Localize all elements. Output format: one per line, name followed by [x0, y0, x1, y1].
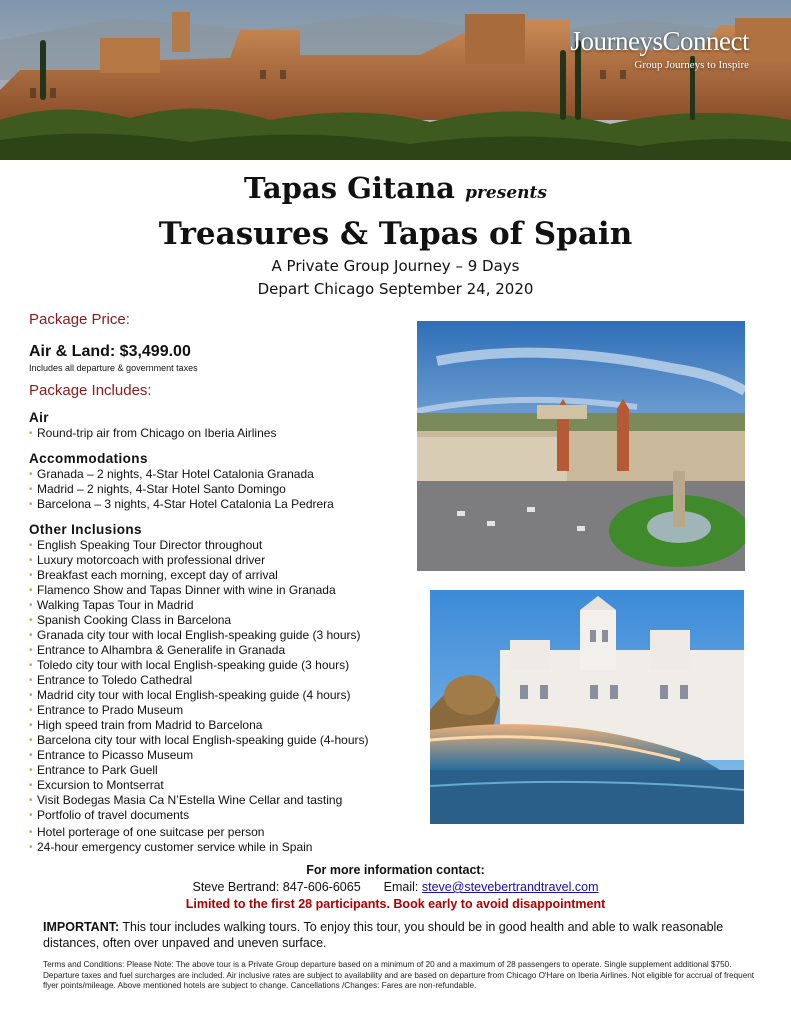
contact-name-phone: Steve Bertrand: 847-606-6065: [192, 880, 361, 894]
list-item: • Barcelona – 3 nights, 4-Star Hotel Catalonia La Pedrera: [29, 497, 409, 512]
header-banner: [0, 0, 791, 160]
air-heading: Air: [29, 410, 49, 425]
important-text: This tour includes walking tours. To enjoy this tour, you should be in good health and able to walk reasonable distances, often over unpaved and uneven surface.: [43, 920, 724, 950]
list-item: • Flamenco Show and Tapas Dinner with wine in Granada: [29, 583, 409, 598]
includes-heading: Package Includes:: [29, 382, 152, 399]
air-list: [29, 426, 409, 441]
company-name: Tapas Gitana: [244, 171, 455, 205]
important-label: IMPORTANT:: [43, 920, 120, 934]
company-title: [0, 168, 791, 213]
price-heading: Package Price:: [29, 311, 130, 328]
list-item: • Hotel porterage of one suitcase per person: [29, 825, 409, 840]
brand-name: JourneysConnect: [570, 26, 749, 56]
price-line: Air & Land: $3,499.00: [29, 343, 191, 360]
departure-line: Depart Chicago September 24, 2020: [257, 280, 534, 298]
email-link[interactable]: steve@stevebertrandtravel.com: [421, 880, 599, 894]
list-item: • Walking Tapas Tour in Madrid: [29, 598, 409, 613]
list-item: • 24-hour emergency customer service while in Spain: [29, 840, 409, 855]
package-details: [29, 310, 409, 855]
list-item: • Entrance to Park Guell: [29, 763, 409, 778]
list-item: • Entrance to Toledo Cathedral: [29, 673, 409, 688]
contact-heading: For more information contact:: [306, 863, 485, 877]
other-inclusions-heading: Other Inclusions: [29, 522, 142, 537]
list-item: • Madrid – 2 nights, 4-Star Hotel Santo Domingo: [29, 482, 409, 497]
title-block: [0, 168, 791, 301]
tour-subtitle: A Private Group Journey – 9 Days: [271, 257, 520, 275]
brand-logo: [571, 26, 749, 71]
list-item: • Barcelona city tour with local English-speaking guide (4-hours): [29, 733, 409, 748]
presents-text: presents: [465, 183, 547, 203]
list-item: • Entrance to Alhambra & Generalife in Granada: [29, 643, 409, 658]
list-item: • Excursion to Montserrat: [29, 778, 409, 793]
list-item: • Spanish Cooking Class in Barcelona: [29, 613, 409, 628]
limited-notice: Limited to the first 28 participants. Book early to avoid disappointment: [185, 897, 606, 911]
list-item: • Madrid city tour with local English-speaking guide (4 hours): [29, 688, 409, 703]
list-item: • English Speaking Tour Director throughout: [29, 538, 409, 553]
other-inclusions-list: [29, 538, 409, 855]
price-note: Includes all departure & government taxes: [29, 363, 198, 373]
list-item: • Luxury motorcoach with professional driver: [29, 553, 409, 568]
barcelona-photo: [417, 321, 745, 571]
list-item: • Round-trip air from Chicago on Iberia Airlines: [29, 426, 409, 441]
brand-tagline: Group Journeys to Inspire: [634, 59, 749, 71]
important-notice: [43, 919, 763, 951]
terms-and-conditions: Terms and Conditions: Please Note: The above tour is a Private Group departure based on a minimum of 20 and a maximum of 28 passengers to operate. Single supplement additional $750. Departure taxes and fuel surcharges are included. Air inclusive rates are subject to availability and are based on departure from Chicago O'Hare on Iberia Airlines. Not eligible for accrual of frequent flyer points/mileage. Above mentioned hotels are subject to change. Cancellations /Changes: Fares are non-refundable.: [43, 960, 755, 990]
list-item: • Granada – 2 nights, 4-Star Hotel Catalonia Granada: [29, 467, 409, 482]
alhambra-banner-image: [0, 0, 791, 160]
list-item: • Visit Bodegas Masia Ca N’Estella Wine Cellar and tasting: [29, 793, 409, 808]
list-item: • Entrance to Prado Museum: [29, 703, 409, 718]
list-item: • High speed train from Madrid to Barcelona: [29, 718, 409, 733]
email-label: Email:: [383, 880, 419, 894]
contact-line: [0, 879, 791, 896]
madrid-photo: [430, 590, 744, 824]
tour-name: Treasures & Tapas of Spain: [158, 216, 633, 252]
list-item: • Portfolio of travel documents: [29, 808, 409, 823]
accommodations-heading: Accommodations: [29, 451, 148, 466]
contact-block: [0, 862, 791, 913]
accommodations-list: [29, 467, 409, 512]
list-item: • Breakfast each morning, except day of arrival: [29, 568, 409, 583]
list-item: • Entrance to Picasso Museum: [29, 748, 409, 763]
list-item: • Toledo city tour with local English-speaking guide (3 hours): [29, 658, 409, 673]
list-item: • Granada city tour with local English-speaking guide (3 hours): [29, 628, 409, 643]
